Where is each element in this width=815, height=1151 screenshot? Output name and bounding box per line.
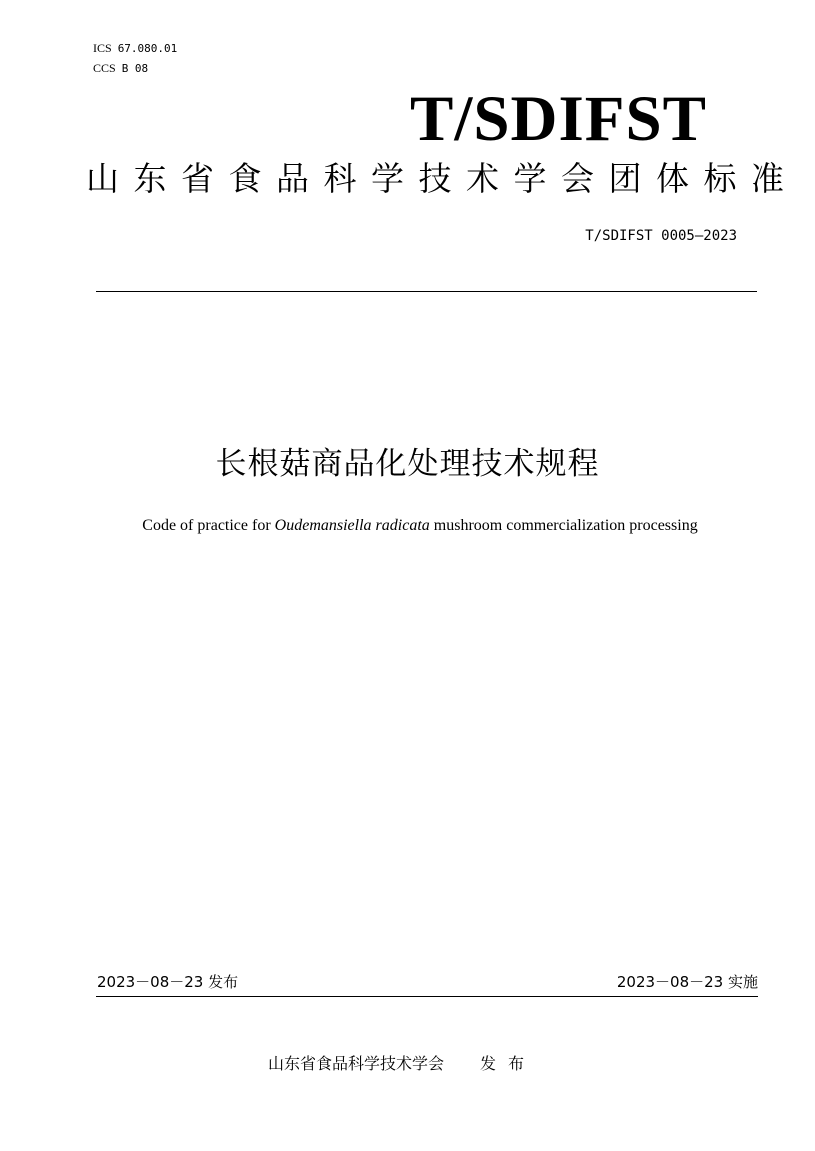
ccs-label: CCS <box>93 61 116 75</box>
standard-logo: T/SDIFST <box>409 83 707 155</box>
top-divider <box>96 291 757 292</box>
publisher-statement <box>268 1053 536 1075</box>
english-title-species: Oudemansiella radicata <box>274 517 430 534</box>
publisher-name: 山东省食品科学技术学会 <box>268 1054 445 1073</box>
english-title-suffix: mushroom commercialization processing <box>429 517 698 534</box>
organization-standard-title: 山东省食品科学技术学会团体标准 <box>86 159 799 198</box>
publish-word: 发布 <box>480 1054 537 1073</box>
effective-date: 2023－08－23 实施 <box>616 973 758 991</box>
standard-number: T/SDIFST 0005—2023 <box>585 228 737 244</box>
document-title-english <box>100 515 740 537</box>
publish-date: 2023－08－23 发布 <box>97 973 239 991</box>
ics-value: 67.080.01 <box>117 42 178 55</box>
english-title-prefix: Code of practice for <box>142 517 275 534</box>
ccs-code <box>93 61 148 76</box>
bottom-divider <box>96 996 758 997</box>
ics-label: ICS <box>93 41 112 55</box>
ics-code <box>93 41 177 56</box>
ccs-value: B 08 <box>121 62 149 75</box>
document-title-chinese: 长根菇商品化处理技术规程 <box>215 446 600 482</box>
